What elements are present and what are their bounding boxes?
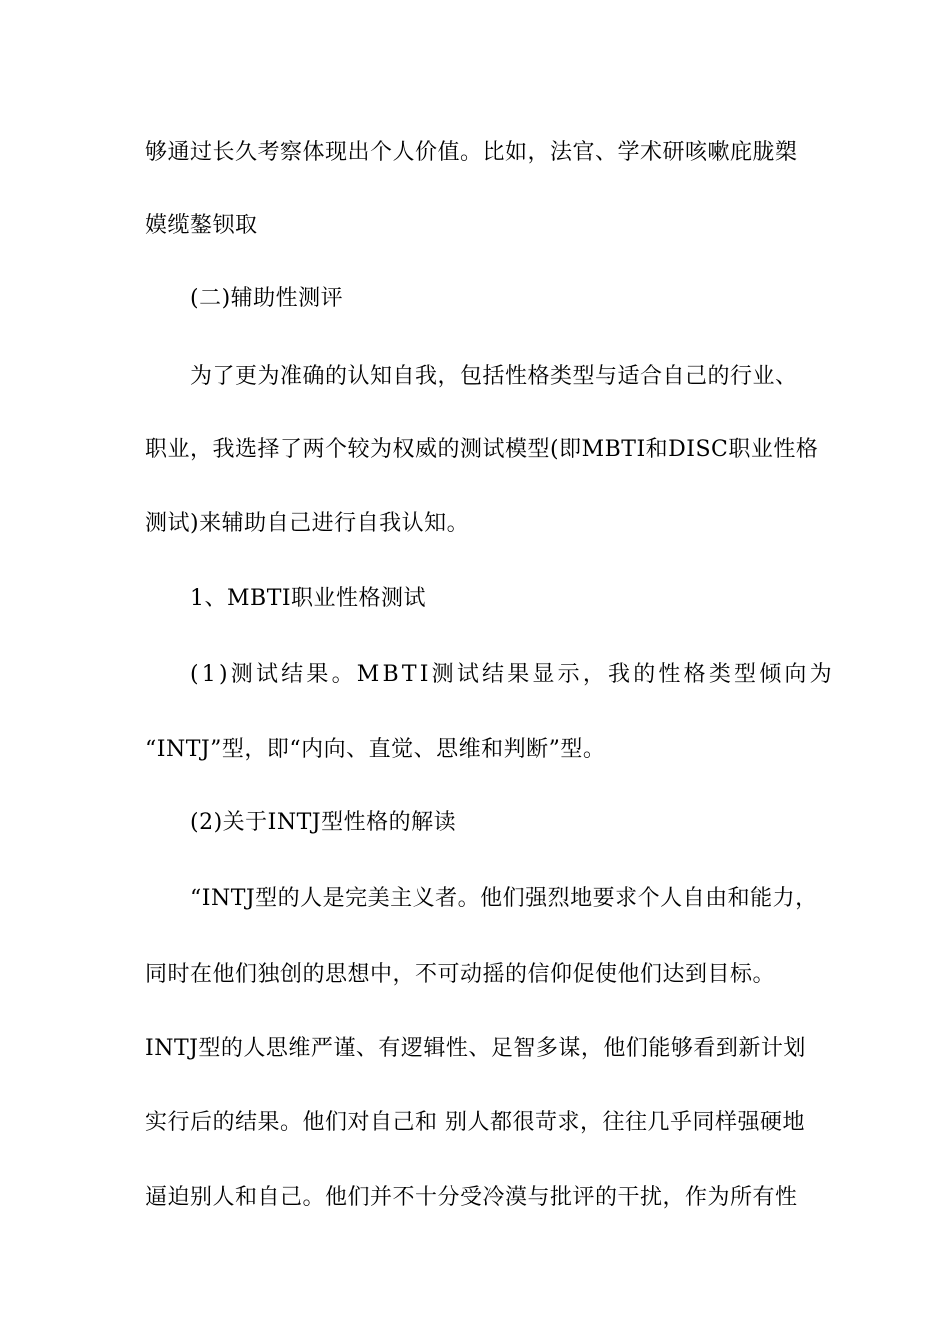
text-line-9: “INTJ”型，即“内向、直觉、思维和判断”型。 [145,737,606,762]
text-line-14: 实行后的结果。他们对自己和 别人都很苛求，往往几乎同样强硬地 [145,1110,805,1135]
text-line-6: 测试)来辅助自己进行自我认知。 [145,511,470,536]
text-line-15: 逼迫别人和自己。他们并不十分受冷漠与批评的干扰，作为所有性 [145,1185,798,1210]
subsection-heading-intj-interpretation: (2)关于INTJ型性格的解读 [190,810,457,835]
text-line-8: (1)测试结果。MBTI测试结果显示，我的性格类型倾向为 [190,662,835,687]
text-line-13: INTJ型的人思维严谨、有逻辑性、足智多谋，他们能够看到新计划 [145,1036,806,1061]
text-line-4: 为了更为准确的认知自我，包括性格类型与适合自己的行业、 [190,364,798,389]
text-line-2: 嫫缆鏊钡取 [145,213,258,238]
text-line-1: 够通过长久考察体现出个人价值。比如，法官、学术研咳嗽庇胧槊 [145,140,798,165]
text-line-5: 职业，我选择了两个较为权威的测试模型(即MBTI和DISC职业性格 [145,437,819,462]
subsection-heading-mbti: 1、MBTI职业性格测试 [190,586,427,611]
text-line-11: “INTJ型的人是完美主义者。他们强烈地要求个人自由和能力， [190,886,818,911]
text-line-12: 同时在他们独创的思想中，不可动摇的信仰促使他们达到目标。 [145,962,776,987]
section-heading-auxiliary-assessment: (二)辅助性测评 [190,286,344,311]
